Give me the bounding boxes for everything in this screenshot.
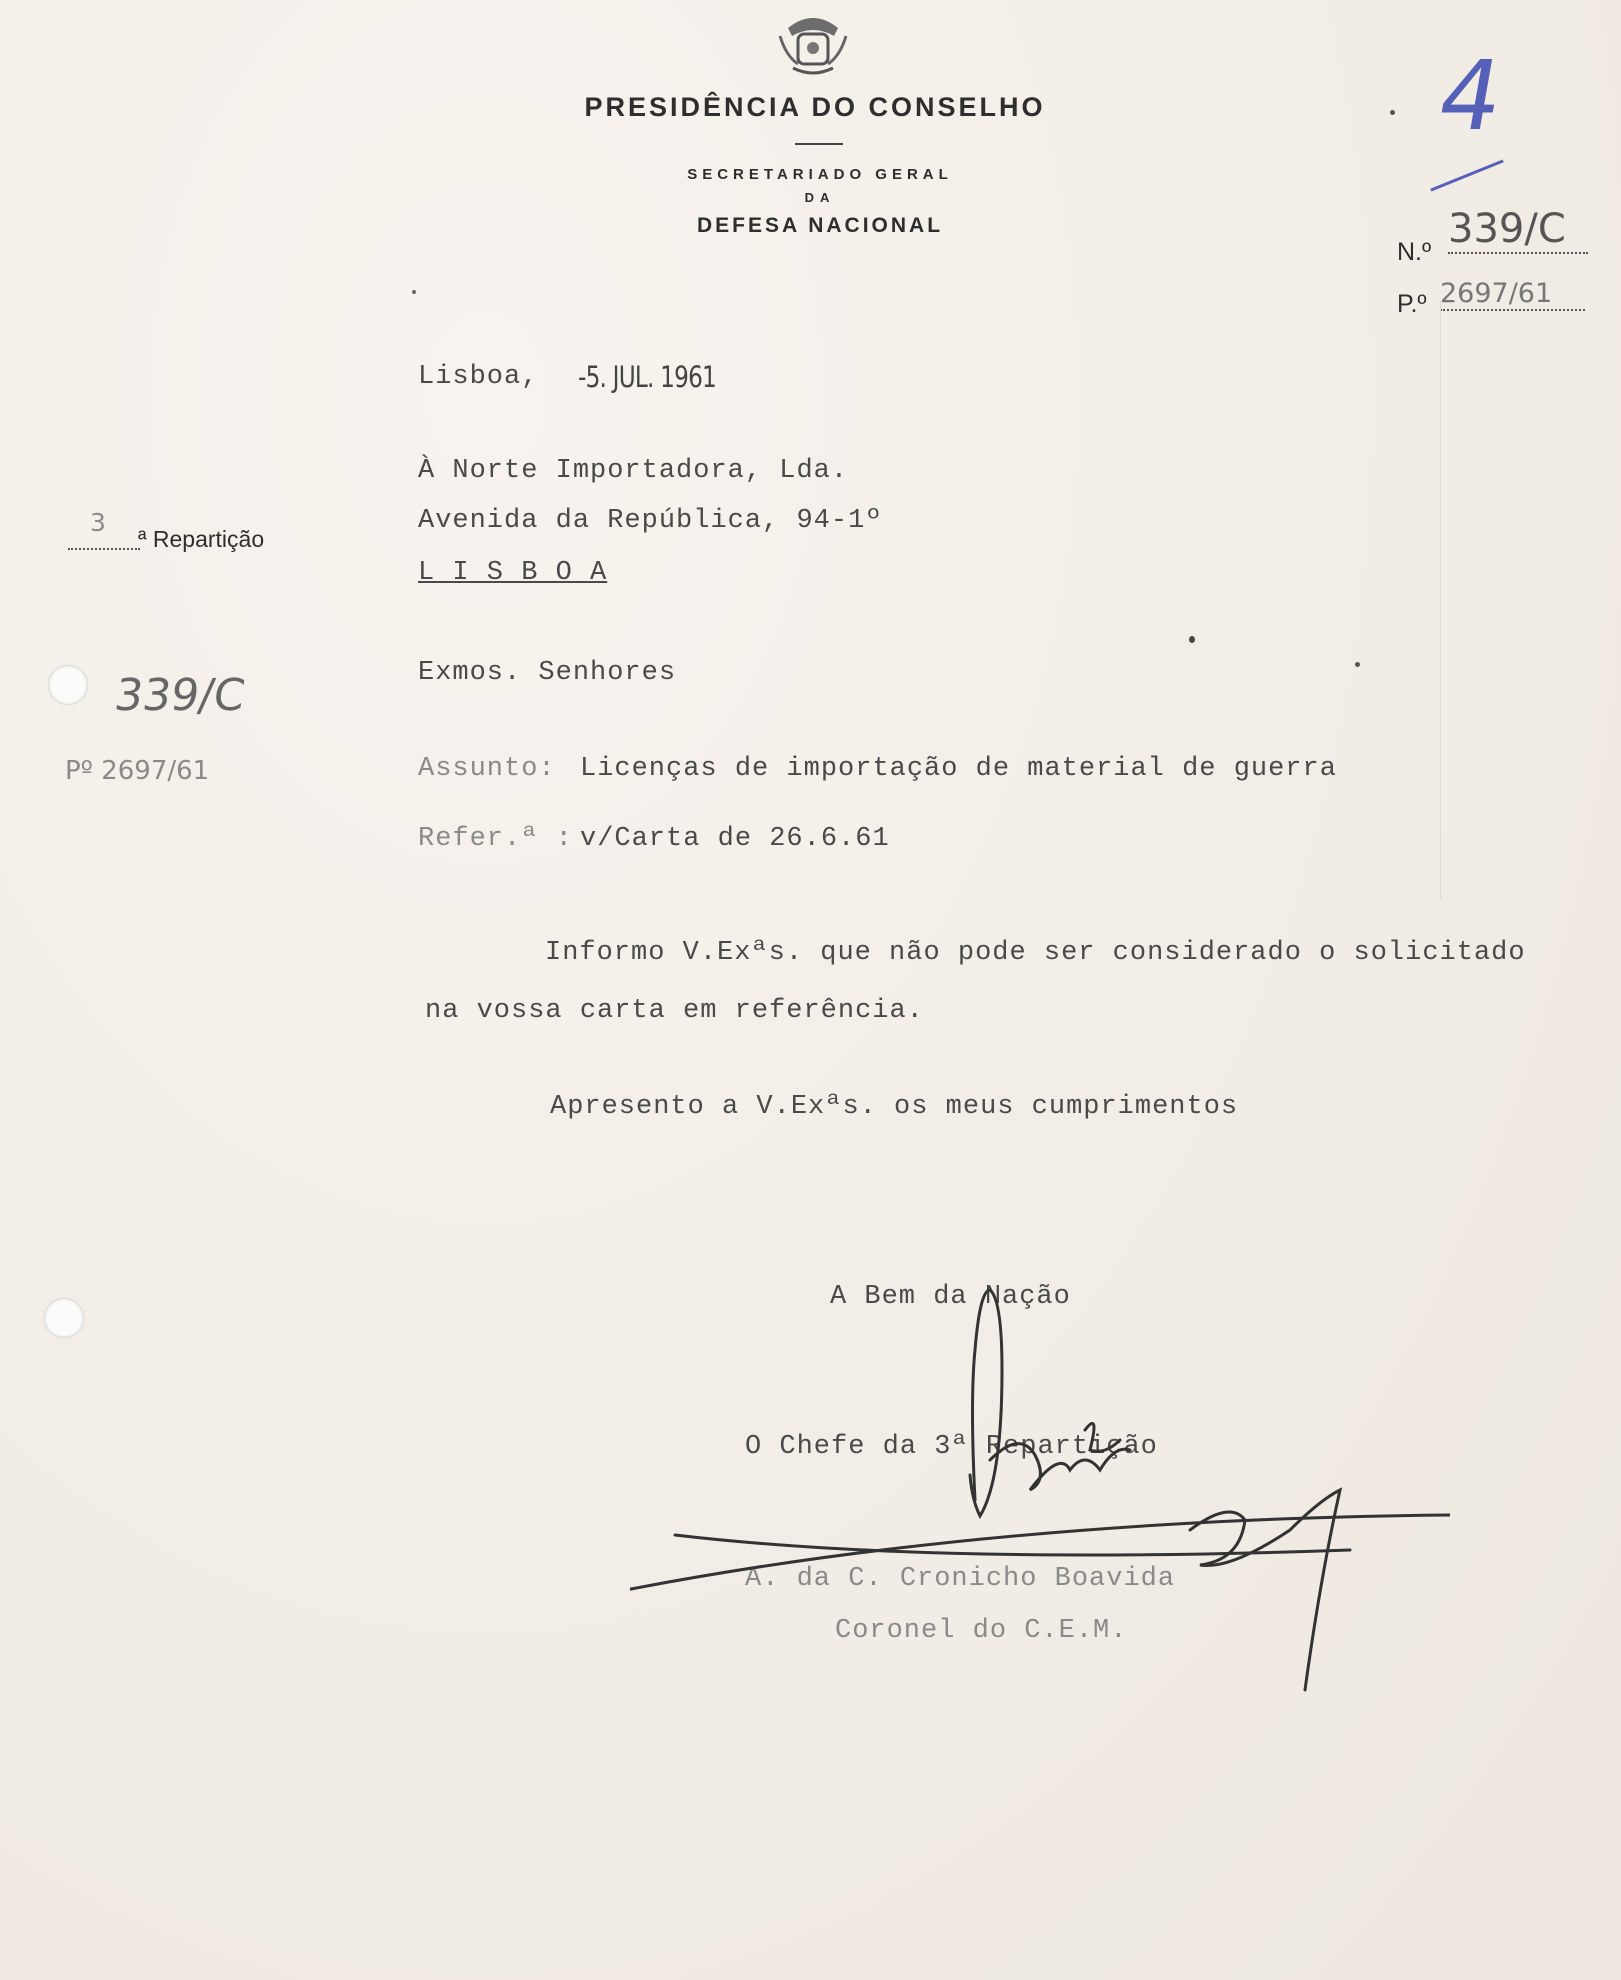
reference: v/Carta de 26.6.61 (580, 824, 890, 854)
coat-of-arms-emblem (768, 6, 858, 76)
body-line-2: na vossa carta em referência. (425, 996, 924, 1026)
paper-speck (1189, 636, 1195, 643)
recipient-address: Avenida da República, 94-1º (418, 506, 883, 536)
salutation: Exmos. Senhores (418, 658, 677, 688)
handwritten-signature (630, 1280, 1450, 1700)
number-label: N.º (1397, 238, 1432, 266)
paper-crease (1440, 300, 1441, 900)
signer-title: O Chefe da 3ª Repartição (745, 1432, 1158, 1462)
signer-rank: Coronel do C.E.M. (835, 1616, 1128, 1646)
paper-speck (412, 290, 416, 294)
section-label: ª Repartição (138, 526, 265, 552)
sheet-number-underline (1430, 159, 1503, 191)
letterhead-line-1: SECRETARIADO GERAL (687, 166, 953, 183)
paper-speck (1390, 110, 1395, 115)
letterhead-line-3: DEFESA NACIONAL (696, 214, 944, 237)
letterhead-divider (795, 143, 843, 145)
closing: Apresento a V.Exªs. os meus cumprimentos (550, 1092, 1239, 1122)
section-number: 3 (90, 508, 106, 537)
section-number-line (68, 548, 140, 550)
letterhead-title: PRESIDÊNCIA DO CONSELHO (584, 92, 1046, 122)
signer-name: A. da C. Cronicho Boavida (745, 1564, 1176, 1594)
motto: A Bem da Nação (830, 1282, 1071, 1312)
reference-label: Refer.ª : (418, 824, 573, 854)
subject: Licenças de importação de material de guerra (580, 754, 1337, 784)
margin-process: Pº 2697/61 (65, 756, 210, 786)
body-line-1: Informo V.Exªs. que não pode ser considerado o solicitado (545, 938, 1526, 968)
date-stamp: -5. JUL. 1961 (578, 360, 717, 394)
process-label: P.º (1397, 290, 1427, 318)
letterhead-line-2: DA (804, 190, 836, 205)
recipient-name: À Norte Importadora, Lda. (418, 456, 849, 486)
punch-hole-top (48, 665, 88, 705)
punch-hole-bottom (44, 1298, 84, 1338)
process-value: 2697/61 (1440, 278, 1585, 311)
subject-label: Assunto: (418, 754, 556, 784)
paper-speck (1355, 662, 1360, 667)
margin-handwritten-number: 339/C (111, 670, 249, 721)
number-value: 339/C (1448, 206, 1588, 254)
sheet-number: 4 (1430, 40, 1511, 152)
recipient-city: L I S B O A (418, 558, 608, 588)
city: Lisboa, (418, 362, 539, 392)
